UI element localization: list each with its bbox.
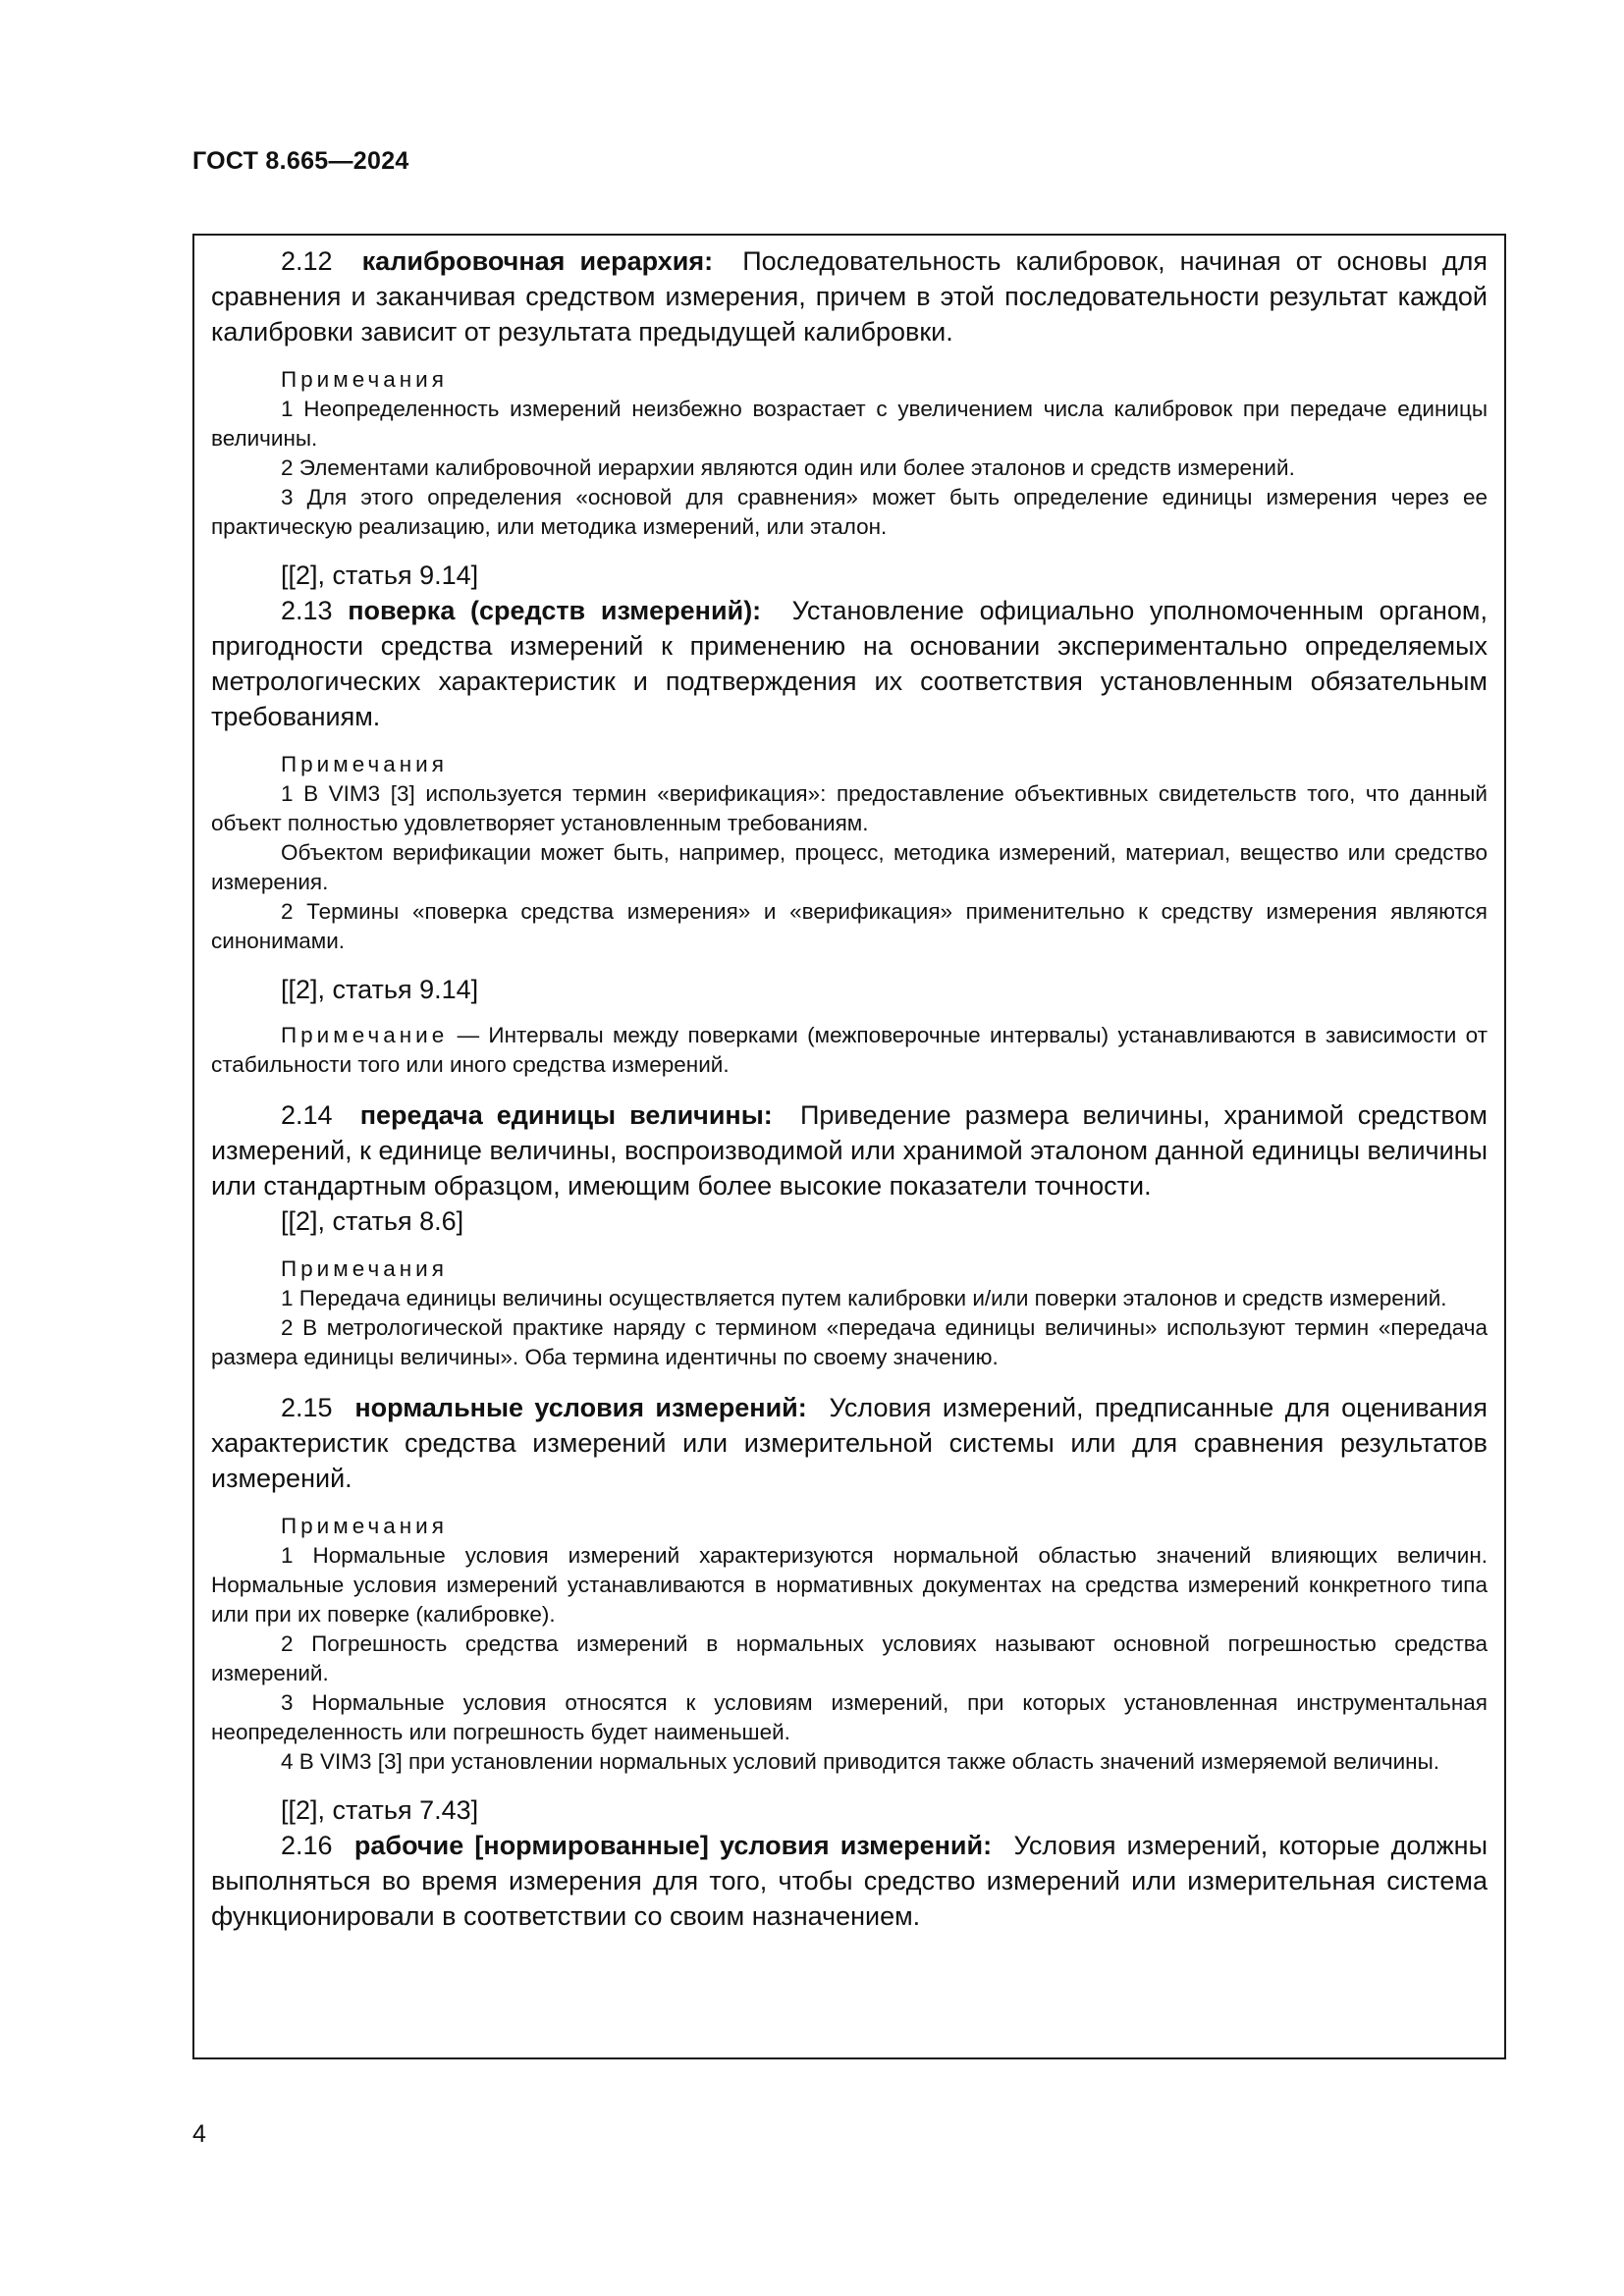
term-definition: Условия измерений, предписанные для оценивания характеристик средства измерений или измерительной системы или для сравнения результатов измерений. <box>211 1393 1488 1493</box>
page-number: 4 <box>192 2120 206 2148</box>
term-2-13 <box>211 593 1488 734</box>
term-name: рабочие [нормированные] условия измерений: <box>353 1831 993 1860</box>
note: 1 Неопределенность измерений неизбежно возрастает с увеличением числа калибровок при передаче единицы величины. <box>211 397 1488 451</box>
note: 4 В VIM3 [3] при установлении нормальных условий приводится также область значений измеряемой величины. <box>281 1749 1440 1774</box>
note: 1 Нормальные условия измерений характеризуются нормальной областью значений влияющих величин. Нормальные условия измерений устанавливаются в нормативных документах на средства измерений конкретного типа или при их поверке (калибровке). <box>211 1543 1488 1627</box>
source-reference: [[2], статья 9.14] <box>281 975 479 1004</box>
term-name: передача единицы величины: <box>359 1100 773 1130</box>
term-2-12 <box>211 243 1488 349</box>
term-number: 2.16 <box>281 1831 333 1860</box>
term-number: 2.15 <box>281 1393 333 1422</box>
term-2-14 <box>211 1097 1488 1203</box>
term-number: 2.12 <box>281 246 333 276</box>
source-reference: [[2], статья 8.6] <box>281 1206 464 1236</box>
notes-title: Примечания <box>281 1514 448 1538</box>
document-header: ГОСТ 8.665—2024 <box>192 147 409 175</box>
term-definition: Установление официально уполномоченным органом, пригодности средства измерений к применению на основании экспериментально определяемых метрологических характеристик и подтверждения их соответствия установленным обязательным требованиям. <box>211 596 1488 731</box>
term-definition: Приведение размера величины, хранимой средством измерений, к единице величины, воспроизводимой или хранимой эталоном данной единицы величины или стандартным образцом, имеющим более высокие показатели точности. <box>211 1100 1488 1201</box>
term-name: нормальные условия измерений: <box>354 1393 807 1422</box>
notes-block <box>211 750 1488 956</box>
note: 3 Для этого определения «основой для сравнения» может быть определение единицы измерения через ее практическую реализацию, или методика измерений, или эталон. <box>211 485 1488 539</box>
term-number: 2.13 <box>281 596 333 625</box>
note: 3 Нормальные условия относятся к условиям измерений, при которых установленная инструментальная неопределенность или погрешность будет наименьшей. <box>211 1690 1488 1744</box>
notes-block <box>211 1255 1488 1372</box>
notes-title: Примечания <box>281 1256 448 1281</box>
term-number: 2.14 <box>281 1100 333 1130</box>
source-reference: [[2], статья 7.43] <box>281 1795 479 1825</box>
note: 2 Погрешность средства измерений в нормальных условиях называют основной погрешностью средства измерений. <box>211 1631 1488 1685</box>
notes-title: Примечания <box>281 752 448 776</box>
term-definition: Последовательность калибровок, начиная от основы для сравнения и заканчивая средством измерения, причем в этой последовательности результат каждой калибровки зависит от результата предыдущей калибровки. <box>211 246 1488 347</box>
term-name: калибровочная иерархия: <box>361 246 714 276</box>
single-note <box>211 1021 1488 1080</box>
term-2-15 <box>211 1390 1488 1496</box>
note-text: — Интервалы между поверками (межповерочные интервалы) устанавливаются в зависимости от стабильности того или иного средства измерений. <box>211 1023 1488 1077</box>
note: 2 Термины «поверка средства измерения» и «верификация» применительно к средству измерения являются синонимами. <box>211 899 1488 953</box>
notes-title: Примечания <box>281 367 448 392</box>
source-reference: [[2], статья 9.14] <box>281 561 479 590</box>
notes-block <box>211 365 1488 542</box>
note: 1 Передача единицы величины осуществляется путем калибровки и/или поверки эталонов и средств измерений. <box>281 1286 1447 1310</box>
terms-frame <box>192 234 1506 2059</box>
note: 2 В метрологической практике наряду с термином «передача единицы величины» используют термин «передача размера единицы величины». Оба термина идентичны по своему значению. <box>211 1315 1488 1369</box>
note: Объектом верификации может быть, например, процесс, методика измерений, материал, вещество или средство измерения. <box>211 840 1488 894</box>
note-label: Примечание <box>281 1023 449 1047</box>
term-name: поверка (средств измерений): <box>348 596 762 625</box>
note: 2 Элементами калибровочной иерархии являются один или более эталонов и средств измерений. <box>281 455 1295 480</box>
term-definition: Условия измерений, которые должны выполняться во время измерения для того, чтобы средство измерений или измерительная система функционировали в соответствии со своим назначением. <box>211 1831 1488 1931</box>
term-2-16 <box>211 1828 1488 1934</box>
notes-block <box>211 1512 1488 1777</box>
note: 1 В VIM3 [3] используется термин «верификация»: предоставление объективных свидетельств того, что данный объект полностью удовлетворяет установленным требованиям. <box>211 781 1488 835</box>
